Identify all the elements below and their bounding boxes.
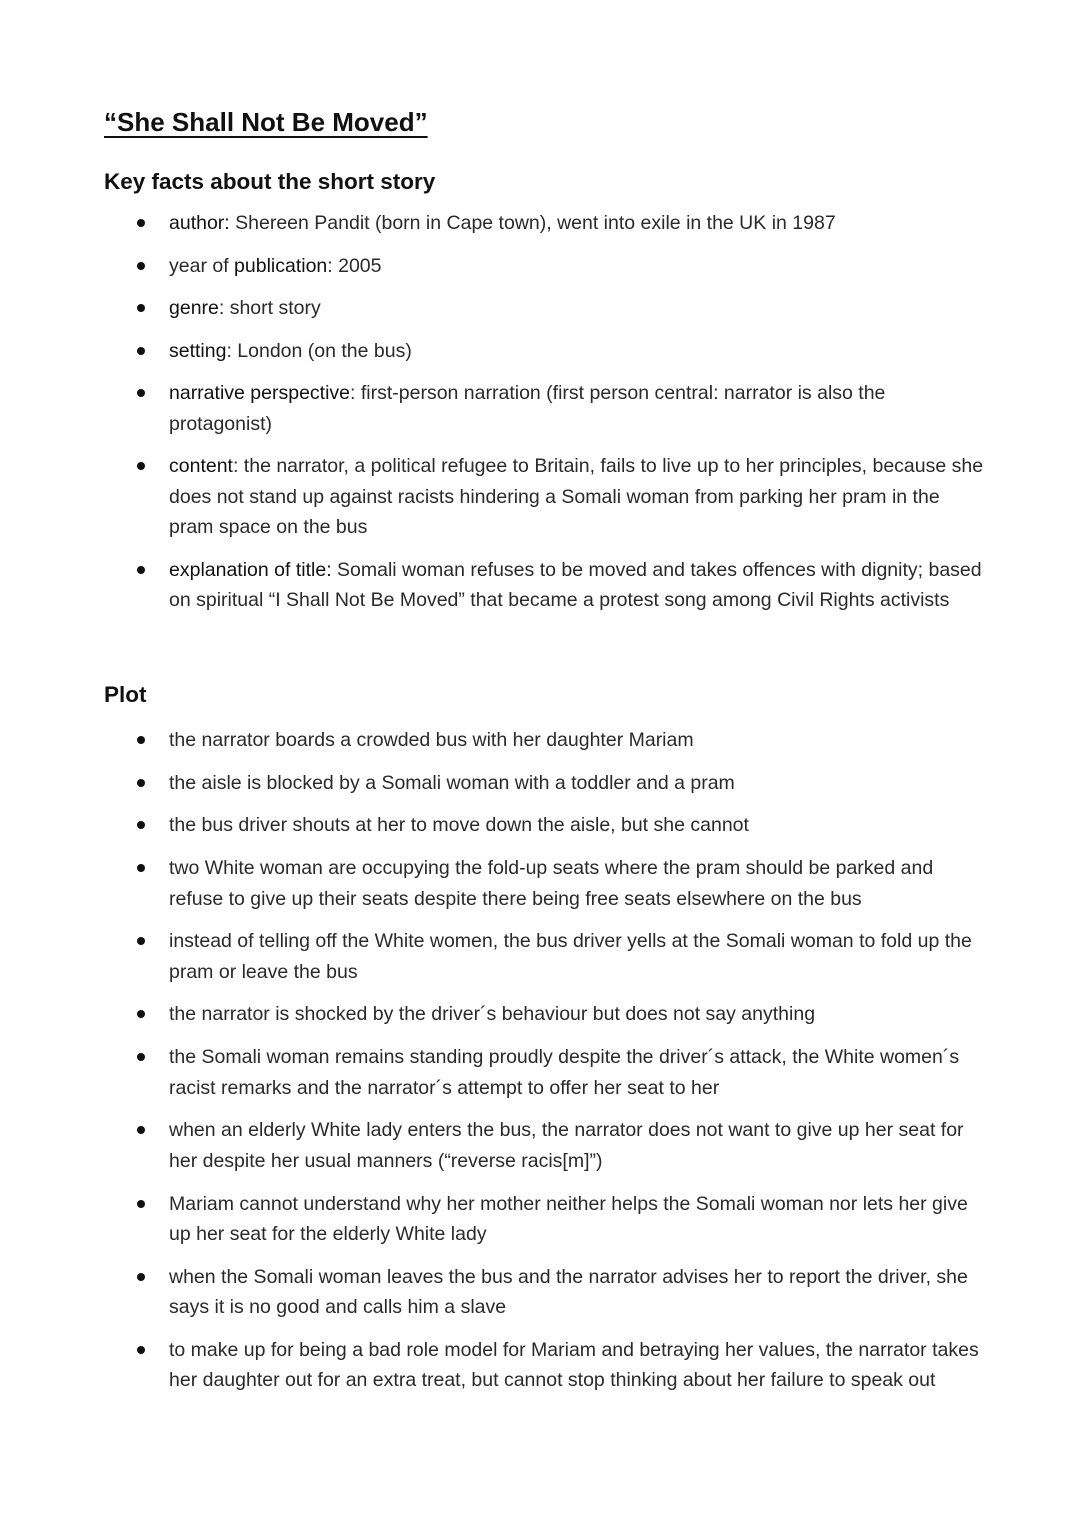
bullet-icon (137, 736, 145, 744)
plot-heading: Plot (104, 682, 147, 707)
plot-item-text: instead of telling off the White women, the bus driver yells at the Somali woman to fold up the pram or leave the bus (169, 930, 972, 983)
bullet-icon (137, 1273, 145, 1281)
plot-item (0, 725, 984, 756)
key-fact-term: publication (234, 254, 328, 277)
plot-item (0, 1115, 984, 1176)
plot-item (0, 853, 984, 914)
key-fact-text: : first-person narration (first person central: narrator is also the protagonist) (169, 382, 886, 435)
bullet-icon (137, 219, 145, 227)
key-facts-heading: Key facts about the short story (104, 169, 436, 194)
key-fact-title-explanation (0, 555, 984, 616)
plot-item-text: to make up for being a bad role model for Mariam and betraying her values, the narrator takes her daughter out for an extra treat, but cannot stop thinking about her failure to speak out (169, 1338, 979, 1392)
bullet-icon (137, 1126, 145, 1134)
key-fact-text: Somali woman refuses to be moved and takes offences with dignity; based on spiritual “I Shall Not Be Moved” that became a protest song among Civil Rights activists (169, 558, 982, 611)
plot-item (0, 768, 984, 799)
key-fact-term: author: (169, 212, 230, 234)
plot-list (0, 725, 1080, 1408)
plot-item (0, 999, 984, 1030)
plot-item-text: the Somali woman remains standing proudly despite the driver´s attack, the White women´s racist remarks and the narrator´s attempt to offer her seat to her (169, 1046, 960, 1099)
bullet-icon (137, 389, 145, 397)
plot-item-text: two White woman are occupying the fold-up seats where the pram should be parked and refuse to give up their seats despite there being free seats elsewhere on the bus (169, 857, 934, 910)
key-fact-content (0, 451, 984, 543)
key-fact-term: content (169, 455, 233, 477)
key-fact-narrative-perspective (0, 378, 984, 439)
key-fact-term: narrative perspective (169, 382, 351, 404)
key-fact-author (0, 208, 984, 239)
bullet-icon (137, 304, 145, 312)
plot-item (0, 1189, 984, 1250)
plot-item-text: the aisle is blocked by a Somali woman with a toddler and a pram (169, 771, 735, 794)
key-fact-text: Shereen Pandit (born in Cape town), went into exile in the UK in 1987 (229, 212, 836, 234)
key-fact-text: : 2005 (327, 254, 382, 277)
plot-item (0, 926, 984, 987)
plot-item (0, 810, 984, 841)
bullet-icon (137, 779, 145, 787)
plot-item-text: the narrator boards a crowded bus with her daughter Mariam (169, 729, 694, 751)
bullet-icon (137, 1053, 145, 1061)
plot-item (0, 1262, 984, 1323)
plot-item-text: the bus driver shouts at her to move down the aisle, but she cannot (169, 814, 749, 837)
bullet-icon (137, 821, 145, 829)
bullet-icon (137, 462, 145, 470)
bullet-icon (137, 566, 145, 574)
page-title: “She Shall Not Be Moved” (104, 107, 428, 137)
key-fact-genre (0, 293, 984, 324)
bullet-icon (137, 864, 145, 872)
key-fact-text: : the narrator, a political refugee to Britain, fails to live up to her principles, because she does not stand up against racists hindering a Somali woman from parking her pram in the pram space on the bus (169, 455, 984, 538)
key-fact-publication (0, 251, 984, 282)
bullet-icon (137, 1346, 145, 1354)
key-fact-term: genre (169, 297, 219, 319)
plot-item-text: the narrator is shocked by the driver´s behaviour but does not say anything (169, 1003, 816, 1026)
key-fact-term: explanation of title: (169, 558, 332, 581)
plot-item-text: Mariam cannot understand why her mother neither helps the Somali woman nor lets her give up her seat for the elderly White lady (169, 1192, 968, 1245)
plot-item-text: when the Somali woman leaves the bus and the narrator advises her to report the driver, she says it is no good and calls him a slave (169, 1265, 968, 1319)
bullet-icon (137, 1200, 145, 1208)
bullet-icon (137, 937, 145, 945)
key-fact-prefix: year of (169, 254, 235, 277)
key-fact-text: : London (on the bus) (226, 339, 412, 362)
key-fact-text: : short story (218, 297, 321, 319)
plot-item-text: when an elderly White lady enters the bus, the narrator does not want to give up her seat for her despite her usual manners (“reverse racis[m]”) (169, 1119, 964, 1172)
plot-item (0, 1335, 984, 1396)
key-facts-list (0, 208, 1080, 628)
bullet-icon (137, 262, 145, 270)
bullet-icon (137, 1010, 145, 1018)
bullet-icon (137, 347, 145, 355)
key-fact-term: setting (169, 339, 227, 362)
key-fact-setting (0, 336, 984, 367)
plot-item (0, 1042, 984, 1103)
